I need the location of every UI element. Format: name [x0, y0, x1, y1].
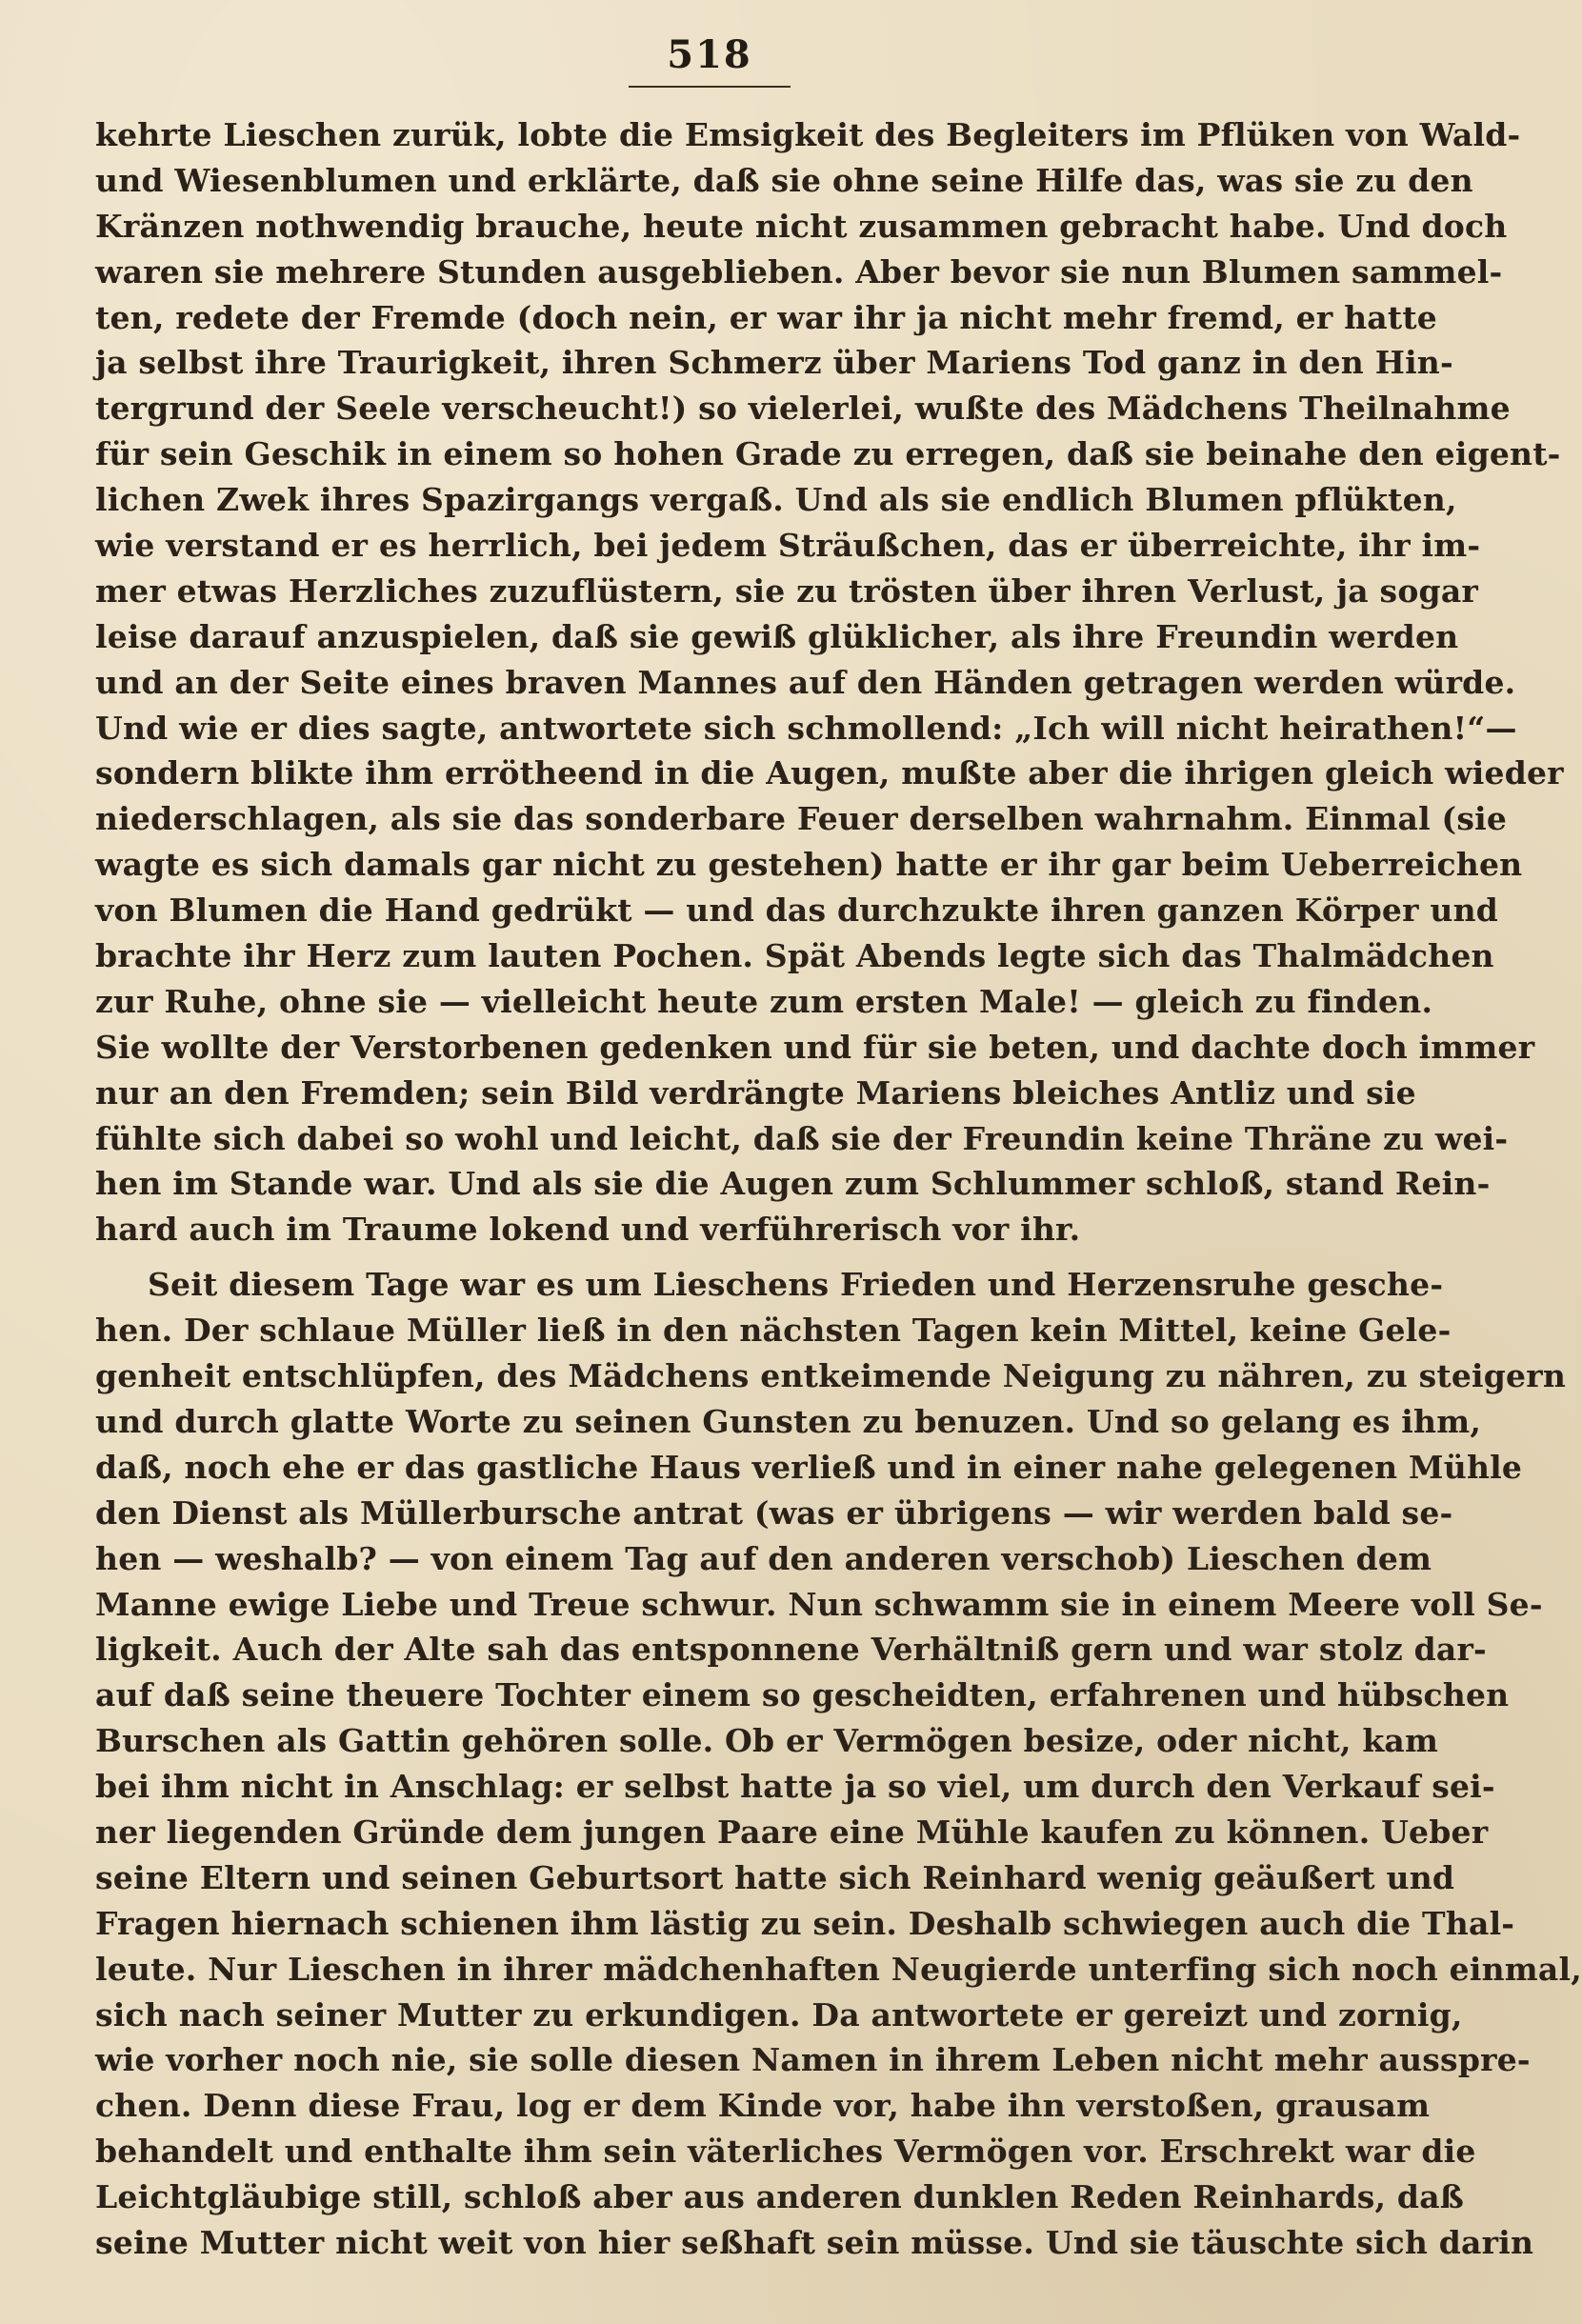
text-line: niederschlagen, als sie das sonderbare Feuer derselben wahrnahm. Einmal (sie: [95, 800, 1508, 838]
paragraph-2: [95, 1262, 1582, 2266]
text-line: und durch glatte Worte zu seinen Gunsten zu benuzen. Und so gelang es ihm,: [95, 1402, 1482, 1440]
text-line: Kränzen nothwendig brauche, heute nicht zusammen gebracht habe. Und doch: [95, 207, 1508, 245]
text-line: Seit diesem Tage war es um Lieschens Frieden und Herzensruhe gesche-: [148, 1266, 1444, 1304]
text-line: tergrund der Seele verscheucht!) so vielerlei, wußte des Mädchens Theilnahme: [95, 390, 1511, 428]
text-line: bei ihm nicht in Anschlag: er selbst hatte ja so viel, um durch den Verkauf sei-: [95, 1768, 1495, 1806]
text-line: wie verstand er es herrlich, bei jedem Sträußchen, das er überreichte, ihr im-: [95, 527, 1481, 565]
text-line: hard auch im Traume lokend und verführerisch vor ihr.: [95, 1211, 1081, 1249]
text-line: von Blumen die Hand gedrükt — und das durchzukte ihren ganzen Körper und: [95, 892, 1499, 930]
text-line: hen im Stande war. Und als sie die Augen zum Schlummer schloß, stand Rein-: [95, 1165, 1491, 1203]
text-line: Fragen hiernach schienen ihm lästig zu sein. Deshalb schwiegen auch die Thal-: [95, 1904, 1515, 1942]
text-line: waren sie mehrere Stunden ausgeblieben. Aber bevor sie nun Blumen sammel-: [95, 252, 1503, 290]
text-line: ner liegenden Gründe dem jungen Paare eine Mühle kaufen zu können. Ueber: [95, 1813, 1489, 1851]
text-line: brachte ihr Herz zum lauten Pochen. Spät Abends legte sich das Thalmädchen: [95, 937, 1494, 975]
text-line: Burschen als Gattin gehören solle. Ob er Vermögen besize, oder nicht, kam: [95, 1722, 1439, 1760]
text-line: sondern blikte ihm errötheend in die Augen, mußte aber die ihrigen gleich wieder: [95, 754, 1564, 792]
text-line: hen. Der schlaue Müller ließ in den nächsten Tagen kein Mittel, keine Gele-: [95, 1312, 1452, 1350]
text-line: genheit entschlüpfen, des Mädchens entkeimende Neigung zu nähren, zu steigern: [95, 1357, 1567, 1395]
book-page: [95, 29, 1582, 2305]
page-number: 518: [667, 32, 752, 77]
text-line: nur an den Fremden; sein Bild verdrängte Mariens bleiches Antliz und sie: [95, 1073, 1416, 1112]
paragraph-1: [95, 112, 1564, 1252]
text-line: kehrte Lieschen zurük, lobte die Emsigkeit des Begleiters im Pflüken von Wald-: [95, 116, 1521, 153]
text-line: wie vorher noch nie, sie solle diesen Namen in ihrem Leben nicht mehr ausspre-: [95, 2041, 1531, 2079]
header-rule: [629, 86, 791, 88]
body-text: [95, 112, 1582, 2266]
text-line: und an der Seite eines braven Mannes auf den Händen getragen werden würde.: [95, 663, 1516, 701]
text-line: ja selbst ihre Traurigkeit, ihren Schmerz über Mariens Tod ganz in den Hin-: [95, 344, 1453, 382]
text-line: fühlte sich dabei so wohl und leicht, daß sie der Freundin keine Thräne zu wei-: [95, 1119, 1509, 1157]
text-line: Und wie er dies sagte, antwortete sich schmollend: „Ich will nicht heirathen!“—: [95, 709, 1517, 747]
text-line: ligkeit. Auch der Alte sah das entsponnene Verhältniß gern und war stolz dar-: [95, 1631, 1487, 1669]
text-line: den Dienst als Müllerbursche antrat (was er übrigens — wir werden bald se-: [95, 1493, 1453, 1532]
text-line: lichen Zwek ihres Spazirgangs vergaß. Und als sie endlich Blumen pflükten,: [95, 481, 1457, 519]
text-line: leute. Nur Lieschen in ihrer mädchenhaften Neugierde unterfing sich noch einmal,: [95, 1950, 1582, 1988]
text-line: ten, redete der Fremde (doch nein, er war ihr ja nicht mehr fremd, er hatte: [95, 298, 1437, 336]
text-line: für sein Geschik in einem so hohen Grade zu erregen, daß sie beinahe den eigent-: [95, 435, 1561, 473]
text-line: Manne ewige Liebe und Treue schwur. Nun schwamm sie in einem Meere voll Se-: [95, 1585, 1543, 1623]
text-line: seine Eltern und seinen Geburtsort hatte sich Reinhard wenig geäußert und: [95, 1858, 1455, 1896]
text-line: chen. Denn diese Frau, log er dem Kinde vor, habe ihn verstoßen, grausam: [95, 2087, 1431, 2125]
text-line: leise darauf anzuspielen, daß sie gewiß glüklicher, als ihre Freundin werden: [95, 617, 1459, 655]
text-line: hen — weshalb? — von einem Tag auf den anderen verschob) Lieschen dem: [95, 1539, 1432, 1577]
paragraph-gap: [95, 1252, 1324, 1262]
text-line: und Wiesenblumen und erklärte, daß sie ohne seine Hilfe das, was sie zu den: [95, 161, 1473, 199]
text-line: behandelt und enthalte ihm sein väterliches Vermögen vor. Erschrekt war die: [95, 2133, 1476, 2171]
text-line: daß, noch ehe er das gastliche Haus verließ und in einer nahe gelegenen Mühle: [95, 1448, 1523, 1486]
text-line: auf daß seine theuere Tochter einem so gescheidten, erfahrenen und hübschen: [95, 1676, 1510, 1714]
text-line: zur Ruhe, ohne sie — vielleicht heute zum ersten Male! — gleich zu finden.: [95, 982, 1433, 1020]
text-line: mer etwas Herzliches zuzuflüstern, sie zu trösten über ihren Verlust, ja sogar: [95, 571, 1478, 610]
text-line: sich nach seiner Mutter zu erkundigen. Da antwortete er gereizt und zornig,: [95, 1995, 1463, 2034]
text-line: Leichtgläubige still, schloß aber aus anderen dunklen Reden Reinhards, daß: [95, 2178, 1465, 2216]
text-line: Sie wollte der Verstorbenen gedenken und für sie beten, und dachte doch immer: [95, 1028, 1535, 1066]
text-line: seine Mutter nicht weit von hier seßhaft sein müsse. Und sie täuschte sich darin: [95, 2223, 1534, 2261]
text-line: wagte es sich damals gar nicht zu gestehen) hatte er ihr gar beim Ueberreichen: [95, 846, 1523, 884]
